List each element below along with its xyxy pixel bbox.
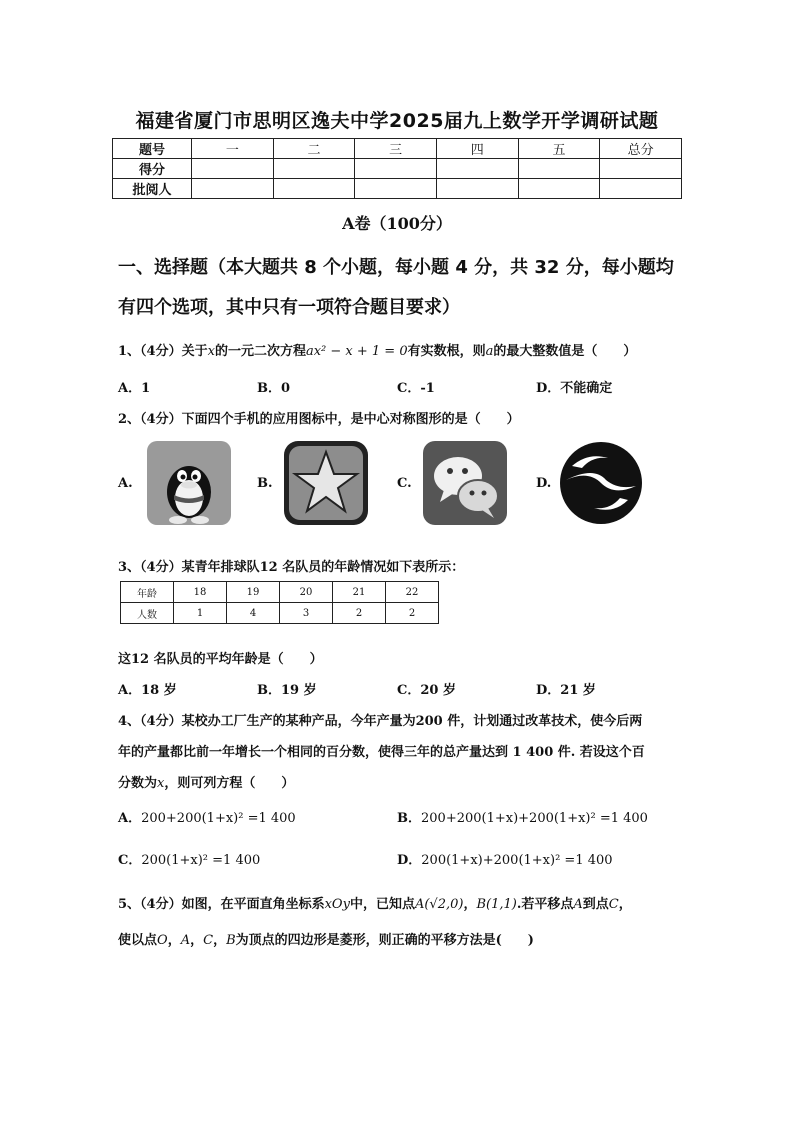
table-cell: 一 [192, 139, 274, 159]
q5-text: 使以点 [118, 933, 158, 948]
table-cell: 三 [355, 139, 437, 159]
table-row [113, 159, 682, 179]
q2-label-b: B. [257, 476, 273, 491]
table-cell: 五 [518, 139, 600, 159]
age-table [120, 581, 439, 624]
table-cell [600, 159, 682, 179]
q5-var: A [180, 933, 191, 948]
option-label: B． [397, 811, 421, 826]
table-cell: 2 [386, 603, 439, 624]
question-5-line1 [118, 893, 632, 912]
option-expr: 200+200(1+x)² =1 400 [141, 811, 296, 826]
question-4-line2: 年的产量都比前一年增长一个相同的百分数，使得三年的总产量达到 1 400 件. 若设这个百 [118, 745, 645, 760]
q5-text: 5、（4分）如图，在平面直角坐标系 [118, 897, 325, 912]
table-row [121, 582, 439, 603]
q5-text: .若平移点 [516, 897, 574, 912]
option-label: D． [397, 853, 422, 868]
q4-text: ，则可列方程（ ） [164, 776, 295, 791]
table-cell [518, 179, 600, 199]
part-heading-line2: 有四个选项，其中只有一项符合题目要求） [118, 297, 460, 318]
option-label: A． [118, 811, 142, 826]
question-3: 3、（4分）某青年排球队12 名队员的年龄情况如下表所示： [118, 560, 465, 575]
q4-option-c [118, 849, 260, 868]
q1-text: 的一元二次方程 [214, 344, 306, 359]
q5-point-a: A(√2,0) [414, 897, 464, 912]
q4-var-x: x [157, 776, 165, 791]
q4-option-b [397, 807, 648, 826]
q5-text: ， [167, 933, 181, 948]
q1-text: 有实数根，则 [407, 344, 486, 359]
table-cell: 4 [227, 603, 280, 624]
table-cell: 批阅人 [113, 179, 192, 199]
table-cell: 19 [227, 582, 280, 603]
question-4-line3 [118, 772, 294, 791]
table-cell: 题号 [113, 139, 192, 159]
table-cell: 22 [386, 582, 439, 603]
option-expr: 200+200(1+x)+200(1+x)² =1 400 [421, 811, 648, 826]
table-cell: 人数 [121, 603, 174, 624]
q5-var: O [157, 933, 168, 948]
chat-bubbles-icon [422, 440, 508, 526]
q2-label-d: D. [536, 476, 552, 491]
q3-option-d: D．21 岁 [536, 683, 596, 698]
q4-option-a [118, 807, 296, 826]
q3-option-a: A．18 岁 [118, 683, 177, 698]
question-5-line2 [118, 929, 534, 948]
q5-point-b: B(1,1) [476, 897, 517, 912]
question-4-line1: 4、（4分）某校办工厂生产的某种产品，今年产量为200 件，计划通过改革技术，使今后两 [118, 714, 643, 729]
table-cell [355, 159, 437, 179]
q1-option-d: D．不能确定 [536, 381, 613, 396]
table-cell: 得分 [113, 159, 192, 179]
table-cell: 18 [174, 582, 227, 603]
q1-option-a: A．1 [118, 381, 151, 396]
table-cell: 总分 [600, 139, 682, 159]
q5-text: ， [213, 933, 227, 948]
q1-text: 1、（4分）关于 [118, 344, 208, 359]
option-expr: 200(1+x)² =1 400 [141, 853, 261, 868]
option-label: C． [118, 853, 142, 868]
table-cell [436, 179, 518, 199]
table-row [121, 603, 439, 624]
table-cell: 2 [333, 603, 386, 624]
q1-var-x: x [207, 344, 215, 359]
table-cell: 21 [333, 582, 386, 603]
q5-var: C [608, 897, 619, 912]
table-cell: 3 [280, 603, 333, 624]
table-row [113, 179, 682, 199]
table-cell [518, 159, 600, 179]
table-cell: 年龄 [121, 582, 174, 603]
q5-text: 为顶点的四边形是菱形，则正确的平移方法是( ) [235, 933, 534, 948]
table-cell: 四 [436, 139, 518, 159]
q5-var: C [203, 933, 214, 948]
section-title: A卷（100分） [342, 214, 452, 233]
table-cell: 1 [174, 603, 227, 624]
q4-option-d [397, 849, 613, 868]
q4-text: 分数为 [118, 776, 158, 791]
table-cell [273, 179, 355, 199]
table-cell: 20 [280, 582, 333, 603]
q1-equation: ax² − x + 1 = 0 [305, 344, 408, 359]
table-cell [436, 159, 518, 179]
page-title: 福建省厦门市思明区逸夫中学2025届九上数学开学调研试题 [135, 110, 659, 132]
q5-coord-system: xOy [324, 897, 350, 912]
q1-var-a: a [485, 344, 494, 359]
table-cell [355, 179, 437, 199]
q3-option-b: B．19 岁 [257, 683, 317, 698]
score-table [112, 138, 682, 199]
q5-var: B [226, 933, 236, 948]
star-icon [283, 440, 369, 526]
question-2: 2、（4分）下面四个手机的应用图标中，是中心对称图形的是（ ） [118, 412, 520, 427]
table-cell: 二 [273, 139, 355, 159]
option-expr: 200(1+x)+200(1+x)² =1 400 [421, 853, 613, 868]
table-cell [273, 159, 355, 179]
q1-option-c: C．-1 [397, 381, 435, 396]
q2-label-c: C. [397, 476, 412, 491]
q5-text: 到点 [582, 897, 609, 912]
table-cell [192, 179, 274, 199]
q5-text: ， [463, 897, 477, 912]
q3-question: 这12 名队员的平均年龄是（ ） [118, 652, 323, 667]
q5-var: A [573, 897, 583, 912]
q5-text: ， [618, 897, 632, 912]
q3-option-c: C．20 岁 [397, 683, 456, 698]
q1-text: 的最大整数值是（ ） [493, 344, 637, 359]
q1-option-b: B．0 [257, 381, 291, 396]
table-cell [192, 159, 274, 179]
table-cell [600, 179, 682, 199]
swirl-logo-icon [558, 440, 644, 526]
question-1 [118, 340, 636, 359]
q5-text: 中，已知点 [349, 897, 415, 912]
q5-text: ， [190, 933, 204, 948]
table-row [113, 139, 682, 159]
q2-label-a: A. [118, 476, 133, 491]
part-heading-line1: 一、选择题（本大题共 8 个小题，每小题 4 分，共 32 分，每小题均 [118, 257, 674, 278]
penguin-icon [146, 440, 232, 526]
